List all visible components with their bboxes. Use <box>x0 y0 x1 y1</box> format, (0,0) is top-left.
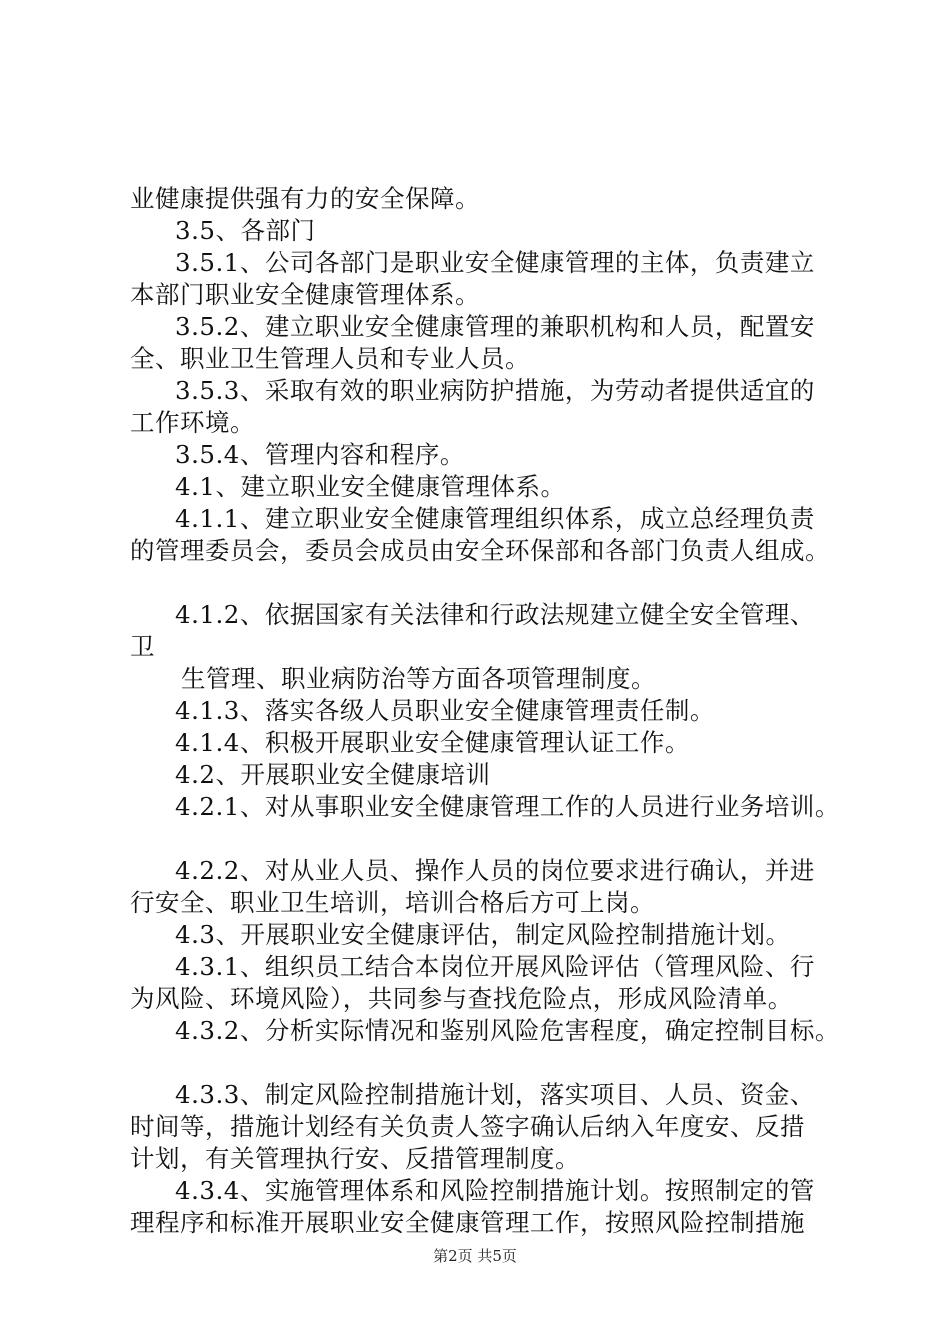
text-line: 时间等，措施计划经有关负责人签字确认后纳入年度安、反措 <box>130 1112 805 1141</box>
text-line: 3.5.2、建立职业安全健康管理的兼职机构和人员，配置安 <box>175 312 815 341</box>
text-line: 4.1.4、积极开展职业安全健康管理认证工作。 <box>175 728 690 757</box>
text-line: 4.3.4、实施管理体系和风险控制措施计划。按照制定的管 <box>175 1176 815 1205</box>
text-line: 工作环境。 <box>130 408 255 437</box>
text-line: 3.5.1、公司各部门是职业安全健康管理的主体，负责建立 <box>175 248 815 277</box>
text-line: 4.2.2、对从业人员、操作人员的岗位要求进行确认，并进 <box>175 856 815 885</box>
text-line: 4.1.2、依据国家有关法律和行政法规建立健全安全管理、 <box>175 600 815 629</box>
text-line: 4.1.1、建立职业安全健康管理组织体系，成立总经理负责 <box>175 504 815 533</box>
text-line: 生管理、职业病防治等方面各项管理制度。 <box>181 664 656 693</box>
text-line: 的管理委员会，委员会成员由安全环保部和各部门负责人组成。 <box>130 536 830 565</box>
text-line: 卫 <box>130 632 155 661</box>
text-line: 4.2.1、对从事职业安全健康管理工作的人员进行业务培训。 <box>175 792 840 821</box>
text-line: 行安全、职业卫生培训，培训合格后方可上岗。 <box>130 888 655 917</box>
text-line: 4.2、开展职业安全健康培训 <box>175 760 491 789</box>
text-line: 3.5、各部门 <box>175 216 316 245</box>
page-footer: 第2页 共5页 <box>433 1247 517 1265</box>
text-line: 全、职业卫生管理人员和专业人员。 <box>130 344 530 373</box>
text-line: 计划，有关管理执行安、反措管理制度。 <box>130 1144 580 1173</box>
text-line: 本部门职业安全健康管理体系。 <box>130 280 480 309</box>
text-line: 3.5.4、管理内容和程序。 <box>175 440 465 469</box>
text-line: 为风险、环境风险），共同参与查找危险点，形成风险清单。 <box>130 984 793 1013</box>
text-line: 4.3、开展职业安全健康评估，制定风险控制措施计划。 <box>175 920 791 949</box>
text-line: 4.3.1、组织员工结合本岗位开展风险评估（管理风险、行 <box>175 952 815 981</box>
text-line: 4.3.3、制定风险控制措施计划，落实项目、人员、资金、 <box>175 1080 815 1109</box>
text-line: 理程序和标准开展职业安全健康管理工作，按照风险控制措施 <box>130 1208 805 1237</box>
text-line: 业健康提供强有力的安全保障。 <box>130 184 480 213</box>
text-line: 4.3.2、分析实际情况和鉴别风险危害程度，确定控制目标。 <box>175 1016 840 1045</box>
text-line: 3.5.3、采取有效的职业病防护措施，为劳动者提供适宜的 <box>175 376 815 405</box>
text-line: 4.1.3、落实各级人员职业安全健康管理责任制。 <box>175 696 715 725</box>
text-line: 4.1、建立职业安全健康管理体系。 <box>175 472 566 501</box>
